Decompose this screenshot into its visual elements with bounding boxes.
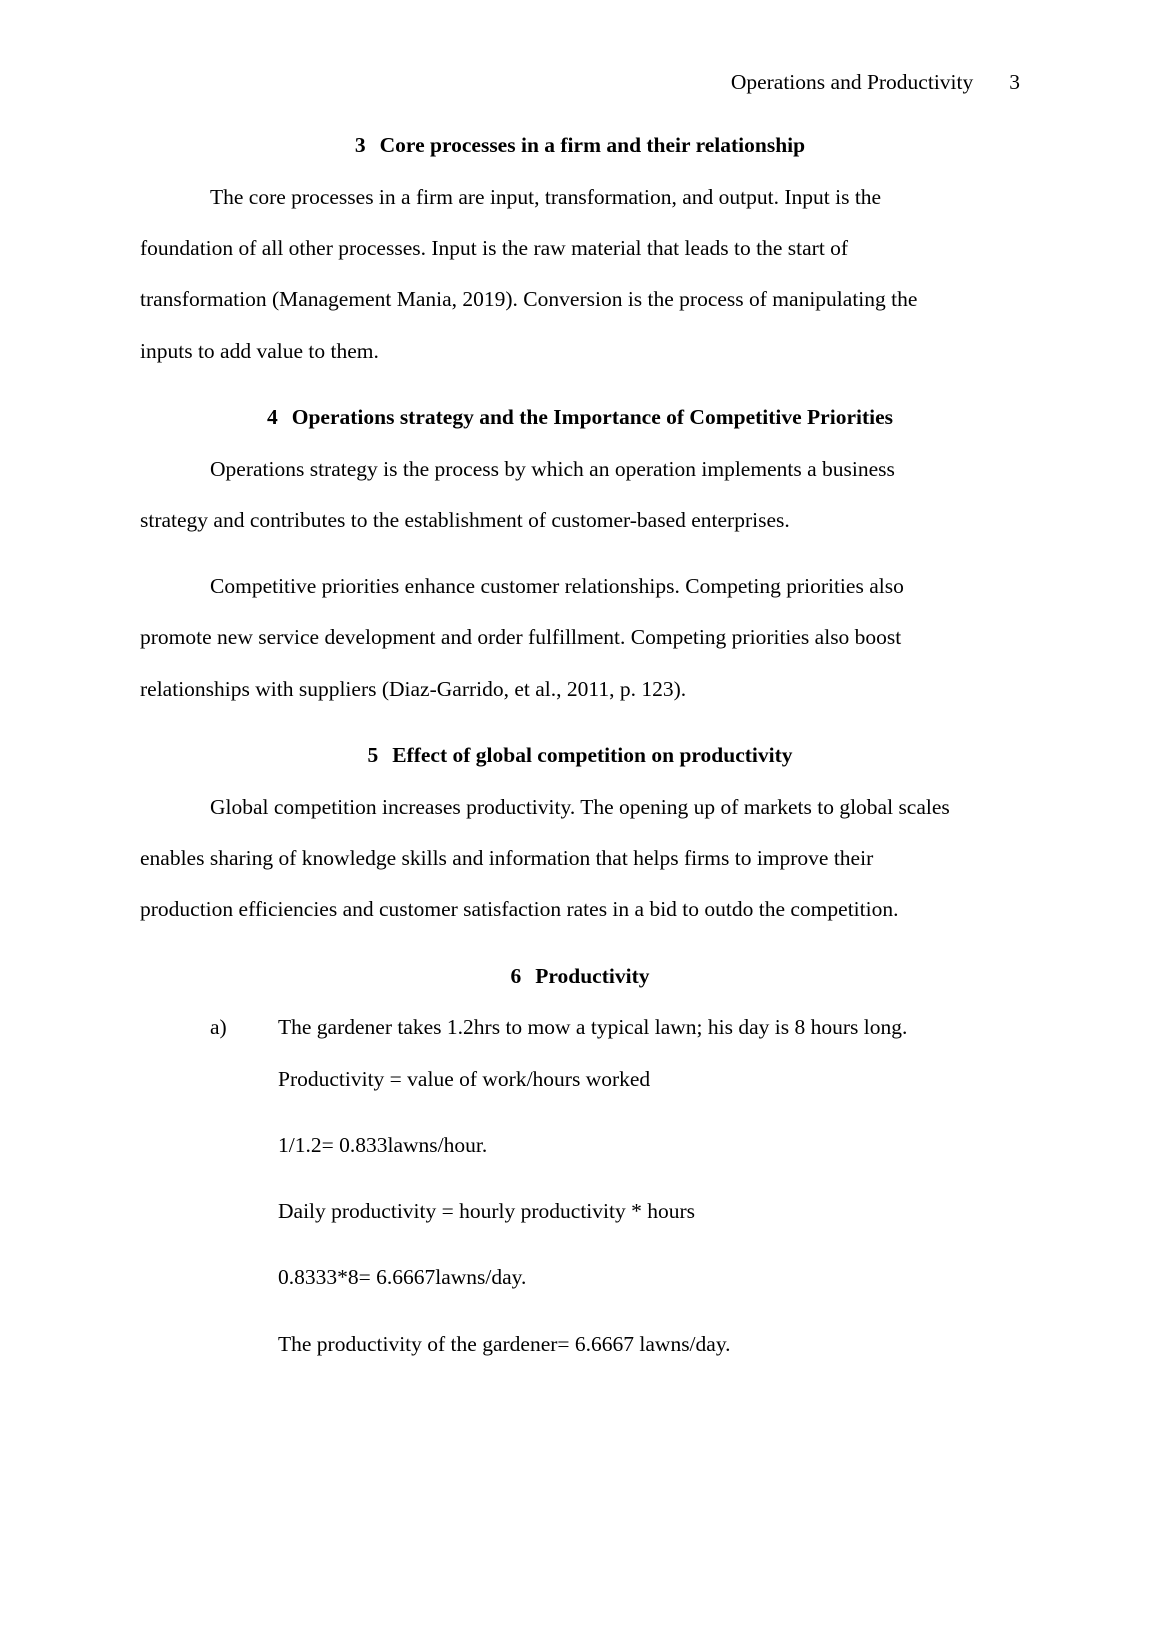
section-heading-4 bbox=[140, 405, 1020, 430]
paragraph-line: production efficiencies and customer satisfaction rates in a bid to outdo the competition. bbox=[140, 897, 899, 921]
paragraph-line: transformation (Management Mania, 2019). Conversion is the process of manipulating the bbox=[140, 287, 918, 311]
section-title: Effect of global competition on productivity bbox=[392, 743, 793, 767]
paragraph-line: Global competition increases productivity. The opening up of markets to global scales bbox=[210, 795, 950, 819]
list-item-line: Productivity = value of work/hours worked bbox=[278, 1067, 651, 1091]
paragraph-line: strategy and contributes to the establishment of customer-based enterprises. bbox=[140, 508, 790, 532]
section-number: 5 bbox=[367, 743, 379, 767]
paragraph-line: The core processes in a firm are input, transformation, and output. Input is the bbox=[210, 185, 882, 209]
list-item-line: 0.8333*8= 6.6667lawns/day. bbox=[278, 1265, 527, 1289]
paragraph-line: relationships with suppliers (Diaz-Garrido, et al., 2011, p. 123). bbox=[140, 677, 687, 701]
list-item-line: Daily productivity = hourly productivity * hours bbox=[278, 1199, 695, 1223]
section-title: Operations strategy and the Importance of Competitive Priorities bbox=[291, 405, 894, 429]
section-number: 4 bbox=[266, 405, 278, 429]
page-number: 3 bbox=[1009, 70, 1020, 94]
section-title: Productivity bbox=[535, 964, 650, 988]
running-title: Operations and Productivity bbox=[730, 70, 974, 94]
section-number: 3 bbox=[354, 133, 366, 157]
section-heading-6 bbox=[140, 964, 1020, 989]
paragraph-line: foundation of all other processes. Input is the raw material that leads to the start of bbox=[140, 236, 849, 260]
list-item-label: a) bbox=[210, 1015, 227, 1039]
running-header bbox=[731, 70, 1020, 95]
list-item-line: The gardener takes 1.2hrs to mow a typical lawn; his day is 8 hours long. bbox=[278, 1015, 908, 1039]
paragraph-line: Competitive priorities enhance customer relationships. Competing priorities also bbox=[210, 574, 904, 598]
section-heading-5 bbox=[140, 743, 1020, 768]
section-number: 6 bbox=[510, 964, 522, 988]
paragraph-line: promote new service development and order fulfillment. Competing priorities also boost bbox=[140, 625, 902, 649]
list-item-line: 1/1.2= 0.833lawns/hour. bbox=[278, 1133, 488, 1157]
paragraph-line: inputs to add value to them. bbox=[140, 339, 379, 363]
section-heading-3 bbox=[140, 133, 1020, 158]
paragraph-line: enables sharing of knowledge skills and information that helps firms to improve their bbox=[140, 846, 874, 870]
section-title: Core processes in a firm and their relationship bbox=[379, 133, 806, 157]
paragraph-line: Operations strategy is the process by which an operation implements a business bbox=[210, 457, 895, 481]
list-item-line: The productivity of the gardener= 6.6667 lawns/day. bbox=[278, 1332, 731, 1356]
